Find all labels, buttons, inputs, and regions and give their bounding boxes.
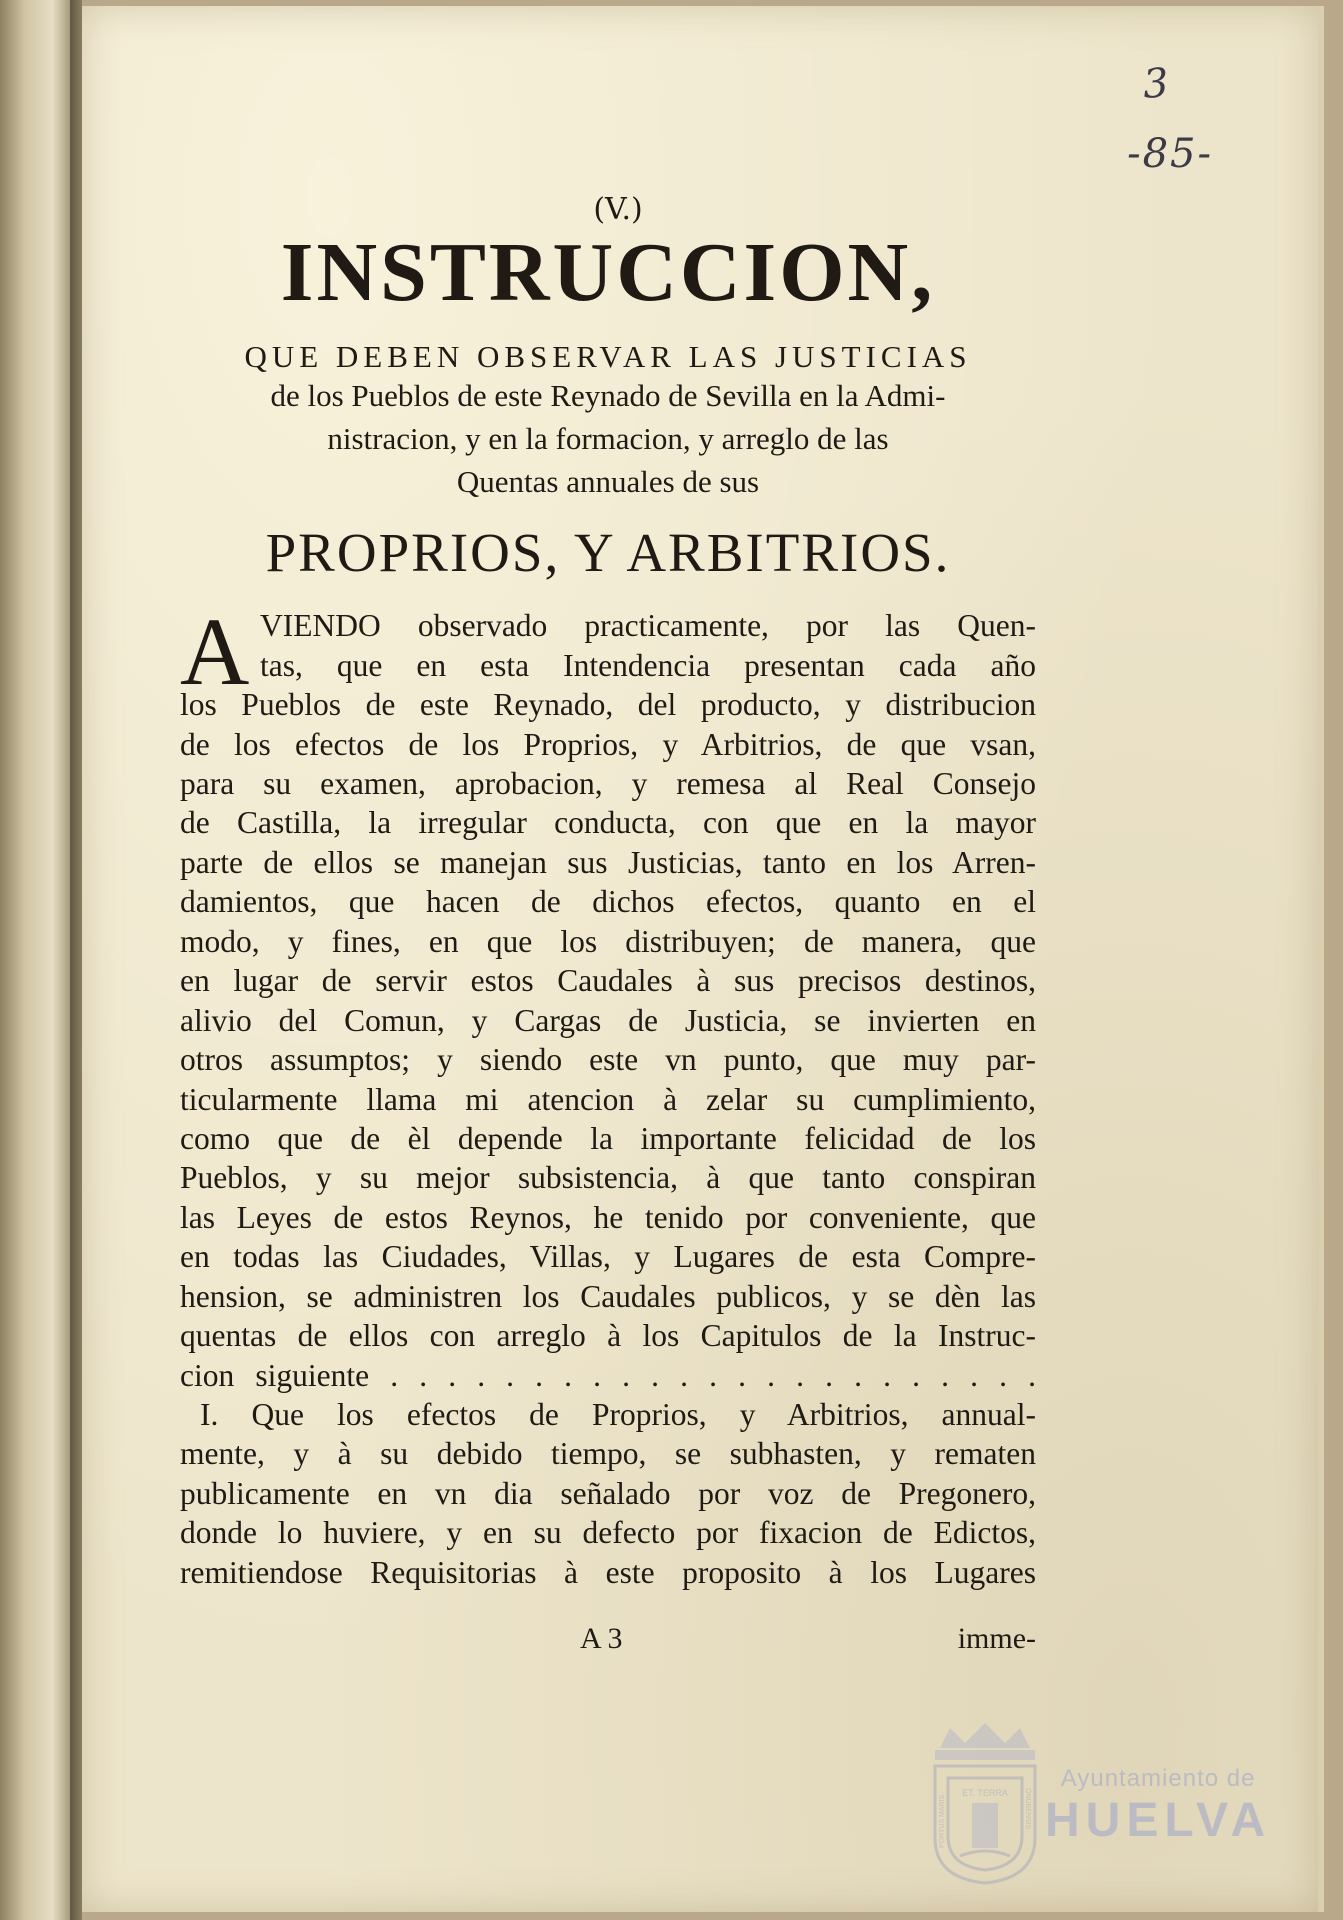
body-line: parte de ellos se manejan sus Justicias, tanto en los Arren- [180,844,1036,880]
subtitle-line: Quentas annuales de sus [456,463,760,499]
body-line: en lugar de servir estos Caudales à sus precisos destinos, [180,963,1036,999]
body-line: para su examen, aprobacion, y remesa al Real Consejo [180,766,1036,802]
watermark-text [1045,1765,1271,1848]
drop-cap: A [180,598,250,706]
signature-mark: A 3 [580,1622,623,1655]
document-subtitle: QUE DEBEN OBSERVAR LAS JUSTICIAS [244,339,972,374]
body-line: alivio del Comun, y Cargas de Justicia, se invierten en [180,1002,1036,1038]
body-line: quentas de ellos con arreglo à los Capitulos de la Instruc- [180,1318,1036,1354]
body-line: como que de èl depende la importante felicidad de los [180,1120,1036,1156]
folio-number-annotation: 3 [1140,60,1170,108]
body-line: en todas las Ciudades, Villas, y Lugares de esta Compre- [180,1239,1036,1275]
section-heading: PROPRIOS, Y ARBITRIOS. [265,522,951,584]
city-seal-icon [920,1718,1050,1888]
seal-inscription-left: PORTUS MARIS [939,1794,946,1848]
book-spine [70,0,82,1920]
document-title: INSTRUCCION, [280,226,936,319]
page-reference-annotation: -85- [1127,131,1213,177]
body-line: modo, y fines, en que los distribuyen; de manera, que [180,923,1036,959]
body-line: Pueblos, y su mejor subsistencia, à que tanto conspiran [180,1160,1036,1196]
body-text [180,598,1036,1592]
left-page-edge [0,0,70,1920]
body-line: de Castilla, la irregular conducta, con que en la mayor [180,805,1036,841]
body-line: de los efectos de los Proprios, y Arbitrios, de que vsan, [180,726,1036,762]
item-line: remitiendose Requisitorias à este proposito à los Lugares [180,1554,1036,1590]
seal-inscription-right: ONUBENSIS [1024,1788,1031,1830]
body-line: cion siguiente . . . . . . . . . . . . . . . . . . . . . . . [180,1357,1036,1393]
watermark-line-2: HUELVA [1045,1794,1272,1847]
body-line: ticularmente llama mi atencion à zelar su cumplimiento, [180,1081,1036,1117]
subtitle-line: nistracion, y en la formacion, y arreglo de las [327,420,889,456]
body-line: otros assumptos; y siendo este vn punto, que muy par- [180,1042,1036,1078]
section-number: (V.) [593,192,643,227]
item-line: publicamente en vn dia señalado por voz de Pregonero, [180,1475,1036,1511]
body-line: hension, se administren los Caudales publicos, y se dèn las [180,1278,1036,1314]
seal-inscription: ET. TERRA [962,1788,1008,1798]
body-line: damientos, que hacen de dichos efectos, quanto en el [180,884,1036,920]
body-line: las Leyes de estos Reynos, he tenido por conveniente, que [180,1199,1036,1235]
body-line: los Pueblos de este Reynado, del producto, y distribucion [180,687,1036,723]
subtitle-lines [180,375,1036,503]
item-line: mente, y à su debido tiempo, se subhasten, y rematen [180,1436,1036,1472]
watermark-line-1: Ayuntamiento de [1060,1765,1256,1792]
item-line: I. Que los efectos de Proprios, y Arbitrios, annual- [200,1397,1036,1433]
body-line: VIENDO observado practicamente, por las Quen- [260,608,1036,644]
document-text [180,192,1036,1592]
catchword: imme- [957,1622,1036,1655]
item-line: donde lo huviere, y en su defecto por fixacion de Edictos, [180,1515,1036,1551]
body-line: tas, que en esta Intendencia presentan cada año [260,647,1036,683]
subtitle-line: de los Pueblos de este Reynado de Sevilla en la Admi- [270,378,946,413]
